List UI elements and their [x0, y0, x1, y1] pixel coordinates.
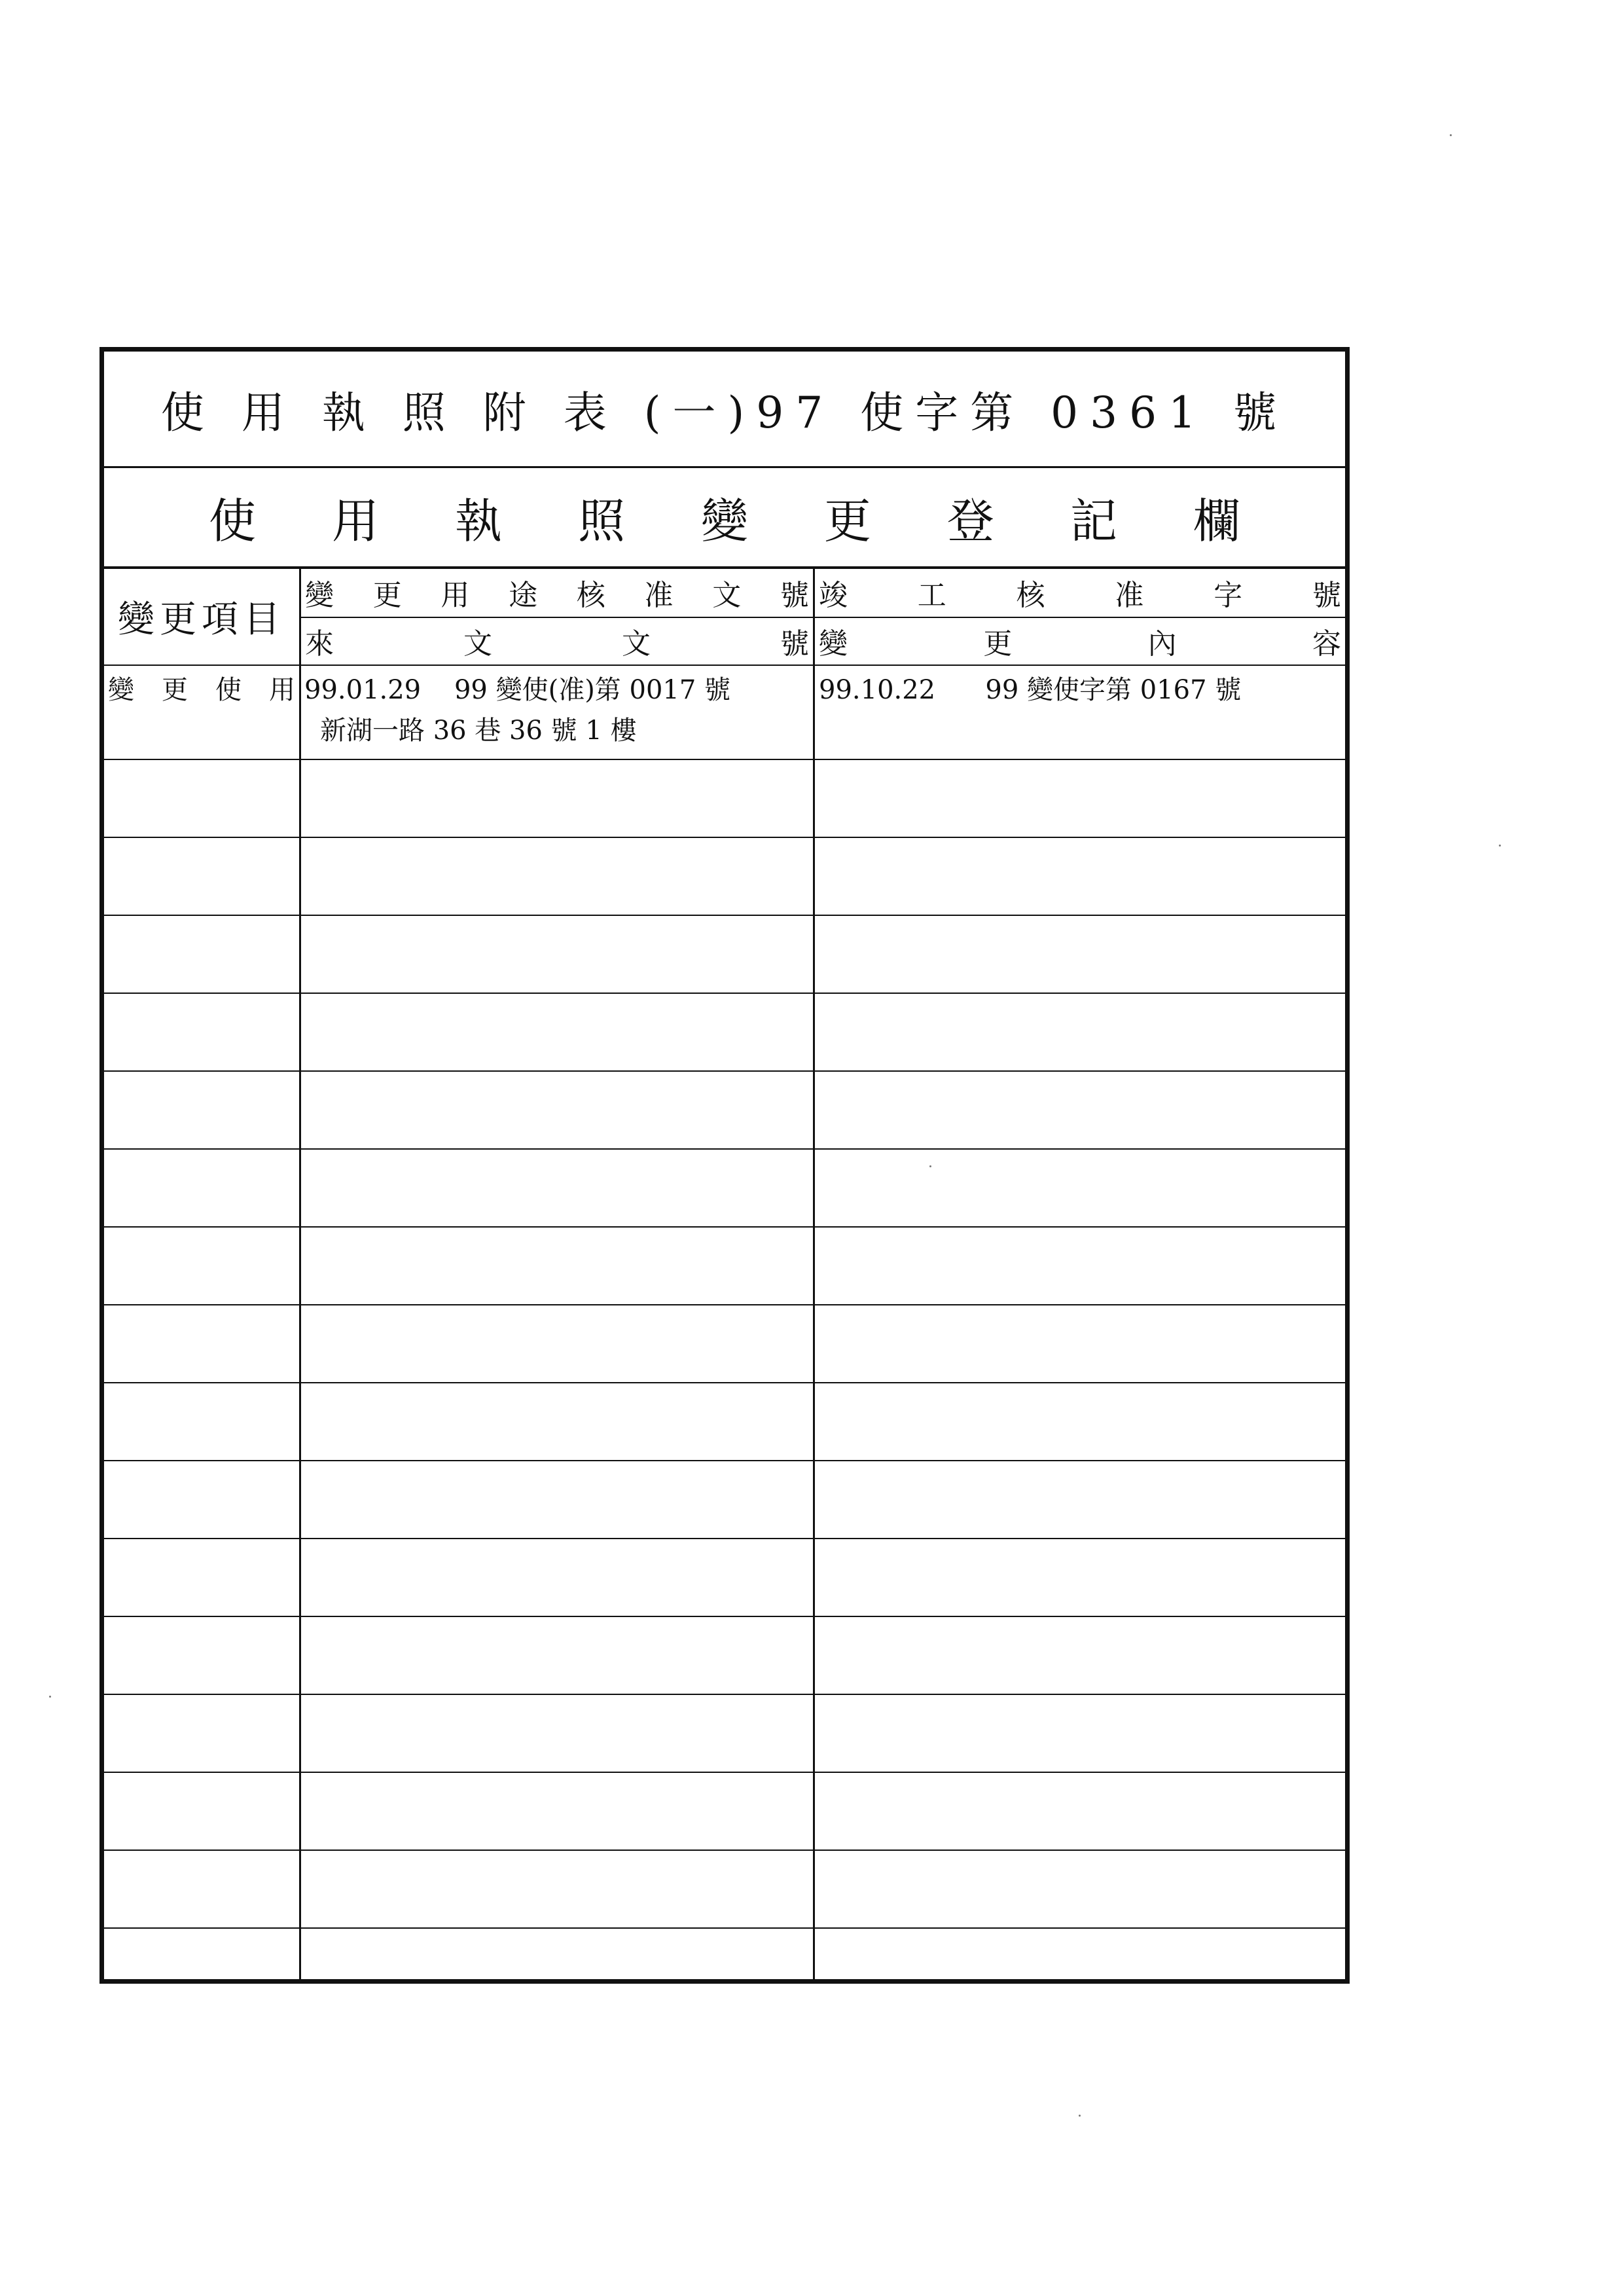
form-subtitle-row — [104, 468, 1345, 569]
scan-speck — [49, 1696, 51, 1698]
scan-speck — [1450, 134, 1452, 136]
subtitle-char: 執 — [454, 494, 502, 549]
table-row-line — [104, 1148, 1345, 1150]
subtitle-char: 更 — [823, 494, 871, 549]
header-char: 更 — [372, 579, 402, 612]
column-divider — [813, 569, 815, 1979]
header-char: 內 — [1147, 627, 1177, 661]
table-row-line — [104, 1850, 1345, 1851]
header-incoming-doc-no — [301, 617, 813, 665]
table-row-line — [104, 1927, 1345, 1929]
header-char: 號 — [780, 627, 809, 661]
header-char: 變 — [819, 627, 848, 661]
subtitle-char: 用 — [331, 494, 379, 549]
table-row-line — [104, 1226, 1345, 1228]
table-row-line — [104, 915, 1345, 916]
header-char: 文 — [622, 627, 651, 661]
header-char: 文 — [712, 579, 742, 612]
table-row-line — [104, 1538, 1345, 1539]
header-completion-approval-no — [815, 569, 1345, 616]
header-char: 核 — [576, 579, 605, 612]
entry-approval-line2: 新湖一路 36 巷 36 號 1 樓 — [320, 716, 637, 746]
entry-char: 使 — [215, 675, 242, 705]
subtitle-char: 記 — [1070, 494, 1117, 549]
table-row-line — [104, 1382, 1345, 1383]
entry-char: 變 — [108, 675, 134, 705]
header-change-approval-no — [301, 569, 813, 616]
form-subtitle — [209, 468, 1240, 566]
entry-change-item — [108, 670, 295, 710]
header-char: 竣 — [819, 579, 848, 612]
subtitle-char: 變 — [700, 494, 748, 549]
header-char: 准 — [1115, 579, 1144, 612]
subtitle-char: 使 — [209, 494, 257, 549]
table-row-line — [104, 1616, 1345, 1617]
column-divider — [299, 569, 301, 1979]
header-char: 來 — [305, 627, 334, 661]
subtitle-char: 欄 — [1193, 494, 1240, 549]
entry-completion-no: 99.10.22 99 變使字第 0167 號 — [819, 675, 1242, 705]
usage-license-change-form — [99, 347, 1350, 1984]
subtitle-char: 登 — [946, 494, 994, 549]
header-char: 途 — [509, 579, 538, 612]
header-char: 容 — [1312, 627, 1341, 661]
table-row-line — [104, 837, 1345, 838]
form-title: 使 用 執 照 附 表 (一)97 使字第 0361 號 — [160, 388, 1289, 438]
header-char: 工 — [917, 579, 946, 612]
header-char: 准 — [644, 579, 674, 612]
table-row-line — [104, 1694, 1345, 1695]
header-char: 號 — [780, 579, 809, 612]
change-record-table — [104, 569, 1345, 1979]
header-char: 用 — [440, 579, 470, 612]
entry-char: 用 — [269, 675, 295, 705]
header-bottom-line — [104, 665, 1345, 666]
table-row-line — [104, 1772, 1345, 1773]
header-char: 號 — [1312, 579, 1341, 612]
scan-speck — [929, 1165, 931, 1167]
header-char: 核 — [1016, 579, 1045, 612]
scan-speck — [1079, 2115, 1081, 2117]
table-row-line — [104, 1460, 1345, 1461]
header-char: 更 — [983, 627, 1013, 661]
header-change-item: 變更項目 — [118, 598, 285, 641]
table-row-line — [104, 993, 1345, 994]
subtitle-char: 照 — [577, 494, 625, 549]
table-row-line — [104, 1304, 1345, 1305]
entry-approval-line1: 99.01.29 99 變使(准)第 0017 號 — [304, 675, 731, 705]
table-row-line — [104, 759, 1345, 760]
header-char: 字 — [1214, 579, 1243, 612]
entry-char: 更 — [162, 675, 188, 705]
table-row-line — [104, 1070, 1345, 1072]
header-char: 文 — [463, 627, 492, 661]
scan-speck — [1499, 845, 1501, 847]
form-title-row — [104, 352, 1345, 468]
header-change-content — [815, 617, 1345, 665]
header-char: 變 — [305, 579, 334, 612]
